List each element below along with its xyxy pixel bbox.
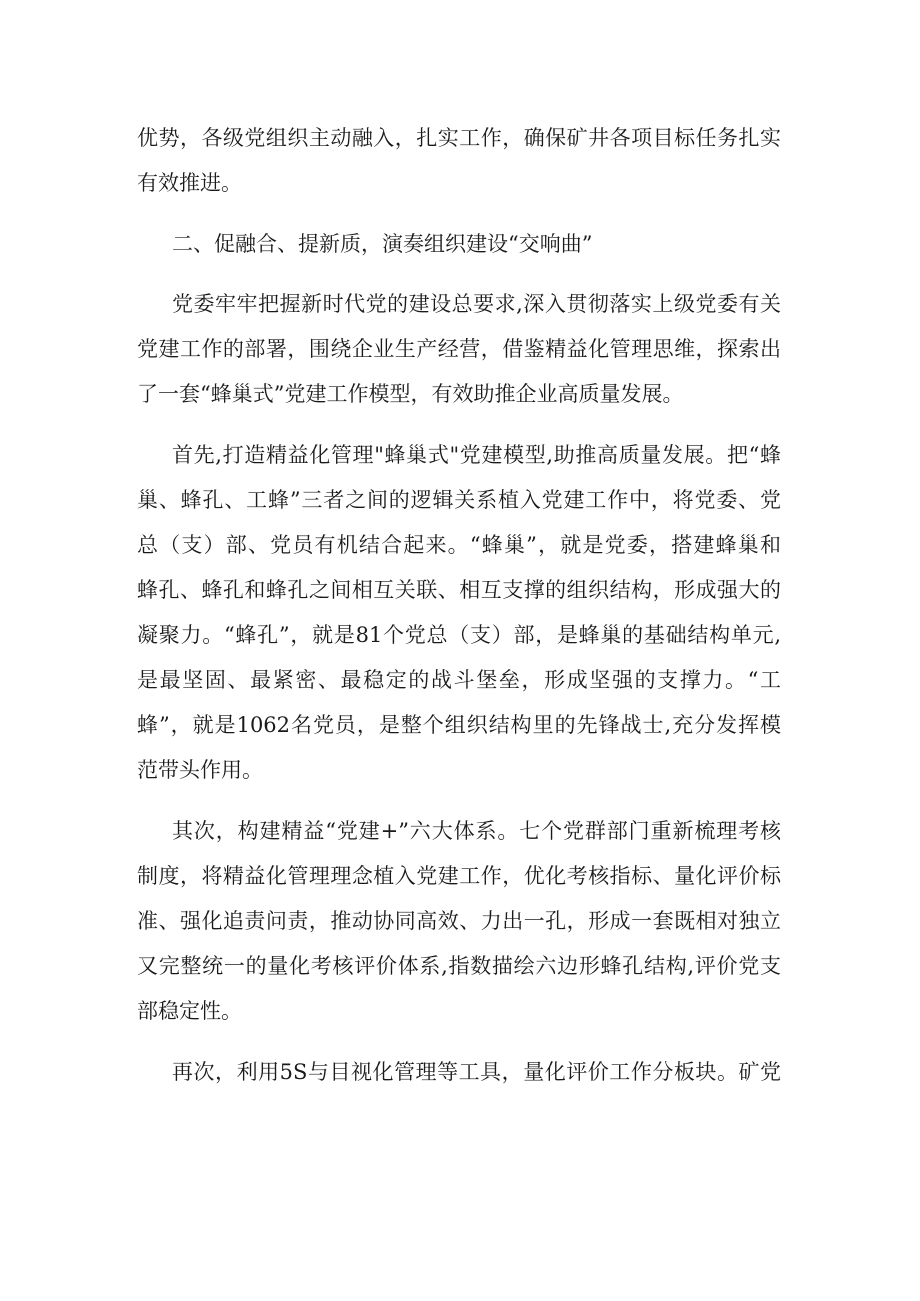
body-line-15: 其次，构建精益“党建+”六大体系。七个党群部门重新梳理考核 <box>172 819 781 843</box>
body-line-20: 再次，利用5S与目视化管理等工具，量化评价工作分板块。矿党 <box>172 1060 781 1084</box>
body-line-19: 部稳定性。 <box>137 999 242 1023</box>
body-line-18: 又完整统一的量化考核评价体系,指数描绘六边形蜂孔结构,评价党支 <box>137 954 781 978</box>
body-line-2: 有效推进。 <box>137 171 242 195</box>
body-line-14: 范带头作用。 <box>137 758 263 782</box>
body-line-10: 蜂孔、蜂孔和蜂孔之间相互关联、相互支撑的组织结构，形成强大的 <box>137 578 781 602</box>
body-line-7: 首先,打造精益化管理"蜂巢式"党建模型,助推高质量发展。把“蜂 <box>172 443 781 467</box>
body-line-5: 党建工作的部署，围绕企业生产经营，借鉴精益化管理思维，探索出 <box>137 337 781 361</box>
body-line-13: 蜂”，就是1062名党员，是整个组织结构里的先锋战士,充分发挥模 <box>137 713 781 737</box>
body-line-9: 总（支）部、党员有机结合起来。“蜂巢”，就是党委，搭建蜂巢和 <box>137 533 781 557</box>
section-heading: 二、促融合、提新质，演奏组织建设“交响曲” <box>172 232 593 256</box>
body-line-17: 准、强化追责问责，推动协同高效、力出一孔，形成一套既相对独立 <box>137 909 781 933</box>
body-line-11: 凝聚力。“蜂孔”，就是81个党总（支）部，是蜂巢的基础结构单元, <box>137 623 781 647</box>
body-line-4: 党委牢牢把握新时代党的建设总要求,深入贯彻落实上级党委有关 <box>172 292 781 316</box>
body-line-16: 制度，将精益化管理理念植入党建工作，优化考核指标、量化评价标 <box>137 864 781 888</box>
body-line-6: 了一套“蜂巢式”党建工作模型，有效助推企业高质量发展。 <box>137 382 684 406</box>
body-line-12: 是最坚固、最紧密、最稳定的战斗堡垒，形成坚强的支撑力。“工 <box>137 668 781 692</box>
body-line-1: 优势，各级党组织主动融入，扎实工作，确保矿井各项目标任务扎实 <box>137 126 781 150</box>
body-line-8: 巢、蜂孔、工蜂”三者之间的逻辑关系植入党建工作中，将党委、党 <box>137 488 781 512</box>
